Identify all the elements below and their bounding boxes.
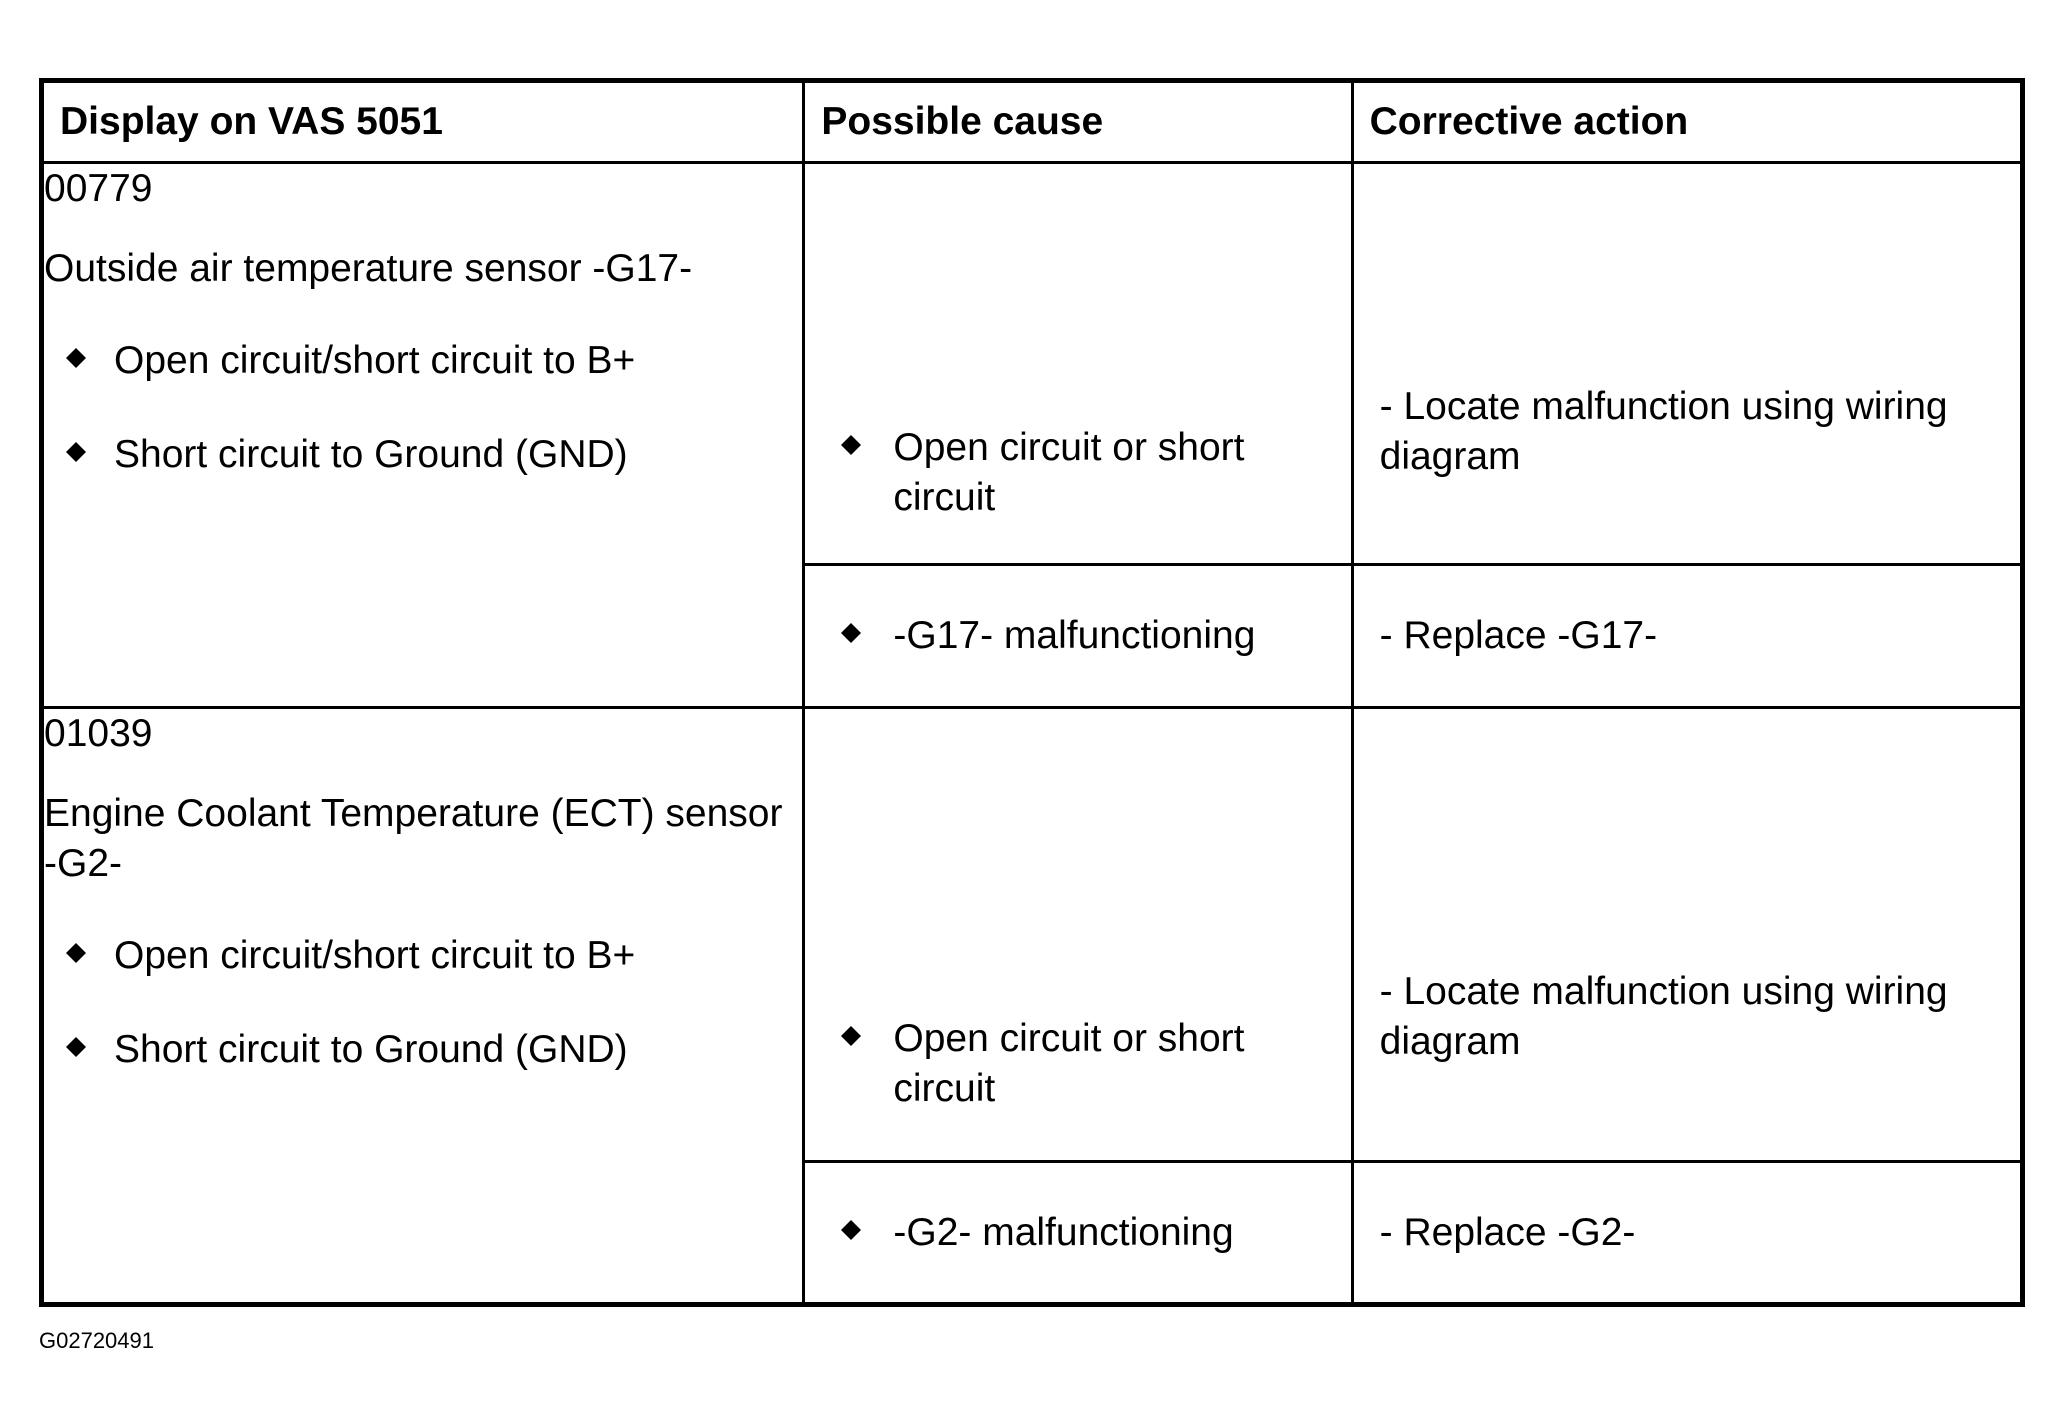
sensor-name: Outside air temperature sensor -G17-: [44, 247, 693, 290]
cause-text: Open circuit or short circuit: [893, 425, 1245, 519]
fault-code: 00779: [44, 167, 153, 210]
display-cell: [42, 163, 804, 708]
diagnostic-table: [39, 78, 2025, 1307]
action-cell: [1352, 1162, 2022, 1305]
action-cell: [1352, 708, 2022, 1162]
diamond-bullet-icon: [841, 1220, 861, 1240]
figure-id: G02720491: [39, 1328, 154, 1353]
table-row: [42, 708, 2023, 1162]
fault-text: Open circuit/short circuit to B+: [114, 339, 636, 382]
cause-text: Open circuit or short circuit: [893, 1016, 1245, 1110]
diamond-bullet-icon: [66, 442, 86, 462]
header-action: Corrective action: [1352, 81, 2022, 163]
fault-text: Open circuit/short circuit to B+: [114, 934, 636, 977]
diamond-bullet-icon: [66, 348, 86, 368]
action-text: - Replace -G17-: [1379, 614, 1658, 657]
header-cause: Possible cause: [804, 81, 1352, 163]
sensor-name: Engine Coolant Temperature (ECT) sensor -G2-: [44, 792, 783, 885]
list-item: [44, 430, 802, 480]
cause-item: [805, 423, 1350, 523]
header-display: Display on VAS 5051: [42, 81, 804, 163]
table-row: [42, 163, 2023, 565]
fault-list: [44, 931, 802, 1075]
diamond-bullet-icon: [841, 435, 861, 455]
action-cell: [1352, 163, 2022, 565]
cause-item: [805, 1208, 1350, 1258]
fault-code: 01039: [44, 712, 153, 755]
fault-text: Short circuit to Ground (GND): [114, 1028, 628, 1071]
action-text: - Replace -G2-: [1379, 1210, 1636, 1254]
cause-cell: [804, 163, 1352, 565]
cause-cell: [804, 565, 1352, 708]
action-text: - Locate malfunction using wiring diagram: [1379, 970, 1948, 1063]
diamond-bullet-icon: [841, 623, 861, 643]
diamond-bullet-icon: [66, 1037, 86, 1057]
cause-item: [805, 1014, 1350, 1114]
diamond-bullet-icon: [66, 943, 86, 963]
fault-list: [44, 336, 802, 480]
cause-text: -G17- malfunctioning: [893, 614, 1256, 657]
cause-cell: [804, 1162, 1352, 1305]
header-row: [42, 81, 2023, 163]
display-cell: [42, 708, 804, 1305]
cause-item: [805, 611, 1350, 661]
list-item: [44, 1025, 802, 1075]
diamond-bullet-icon: [841, 1026, 861, 1046]
list-item: [44, 931, 802, 981]
action-text: - Locate malfunction using wiring diagram: [1379, 385, 1948, 478]
cause-text: -G2- malfunctioning: [893, 1210, 1234, 1254]
list-item: [44, 336, 802, 386]
fault-text: Short circuit to Ground (GND): [114, 433, 628, 476]
cause-cell: [804, 708, 1352, 1162]
action-cell: [1352, 565, 2022, 708]
